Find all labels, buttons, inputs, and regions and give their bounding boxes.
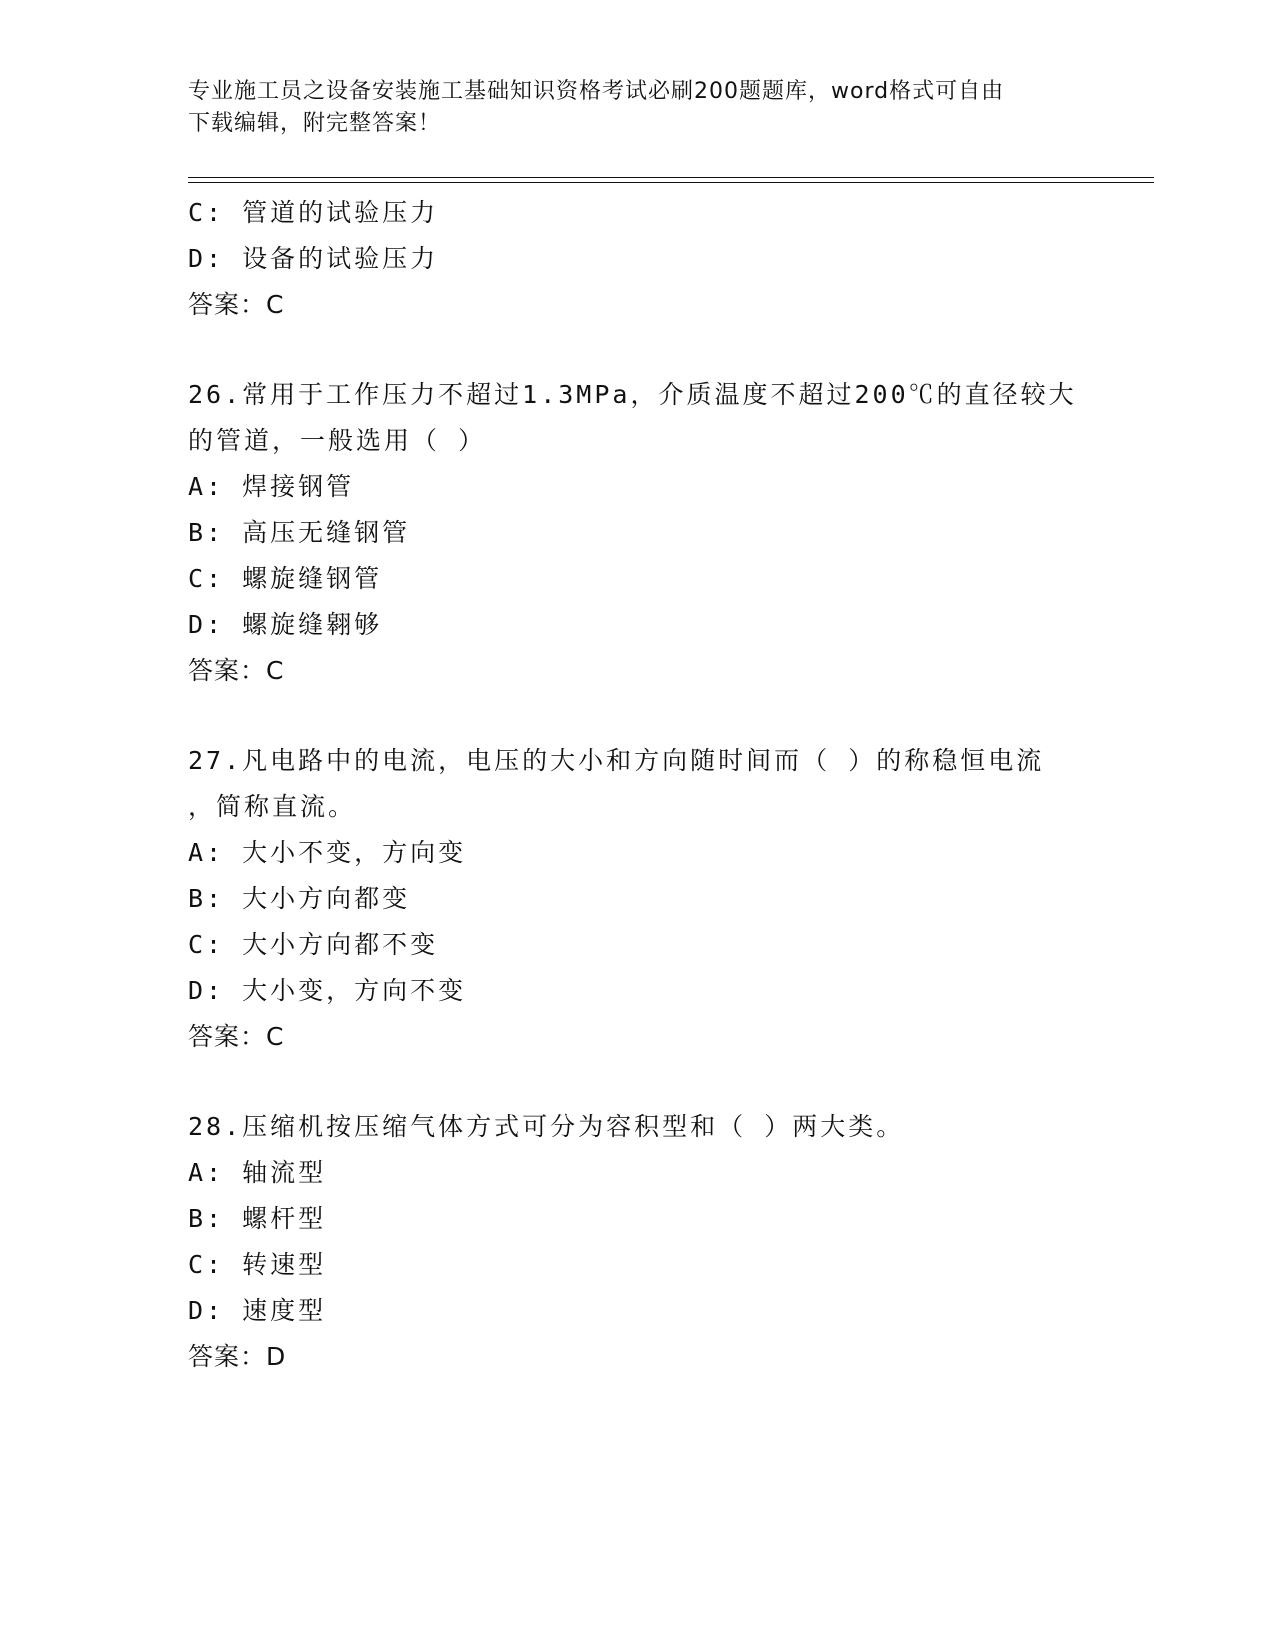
question-text: 28.压缩机按压缩气体方式可分为容积型和（ ）两大类。 bbox=[188, 1112, 905, 1141]
question-block-26 bbox=[188, 372, 1088, 694]
question-list bbox=[188, 190, 1088, 1380]
page-header bbox=[188, 76, 1068, 140]
answer-line: 答案：C bbox=[188, 290, 285, 319]
question-block-28 bbox=[188, 1104, 1088, 1380]
option-b: B: 高压无缝钢管 bbox=[188, 518, 411, 547]
question-text-continued: 的管道，一般选用（ ） bbox=[188, 426, 487, 455]
question-block-27 bbox=[188, 738, 1088, 1060]
header-line-1: 专业施工员之设备安装施工基础知识资格考试必刷200题题库，word格式可自由 bbox=[188, 79, 1005, 104]
option-a: A: 轴流型 bbox=[188, 1158, 327, 1187]
answer-line: 答案：D bbox=[188, 1342, 287, 1371]
option-c: C: 管道的试验压力 bbox=[188, 198, 439, 227]
option-a: A: 大小不变，方向变 bbox=[188, 838, 467, 867]
option-d: D: 大小变，方向不变 bbox=[188, 976, 467, 1005]
option-d: D: 螺旋缝翱够 bbox=[188, 610, 383, 639]
header-rule-top bbox=[188, 177, 1154, 178]
question-text-continued: ，简称直流。 bbox=[188, 792, 357, 821]
answer-line: 答案：C bbox=[188, 656, 285, 685]
question-block-25 bbox=[188, 190, 1088, 328]
answer-line: 答案：C bbox=[188, 1022, 285, 1051]
option-c: C: 螺旋缝钢管 bbox=[188, 564, 383, 593]
option-d: D: 速度型 bbox=[188, 1296, 327, 1325]
option-a: A: 焊接钢管 bbox=[188, 472, 355, 501]
header-rule-bottom bbox=[188, 182, 1154, 183]
option-d: D: 设备的试验压力 bbox=[188, 244, 439, 273]
question-text: 27.凡电路中的电流，电压的大小和方向随时间而（ ）的称稳恒电流 bbox=[188, 746, 1045, 775]
header-line-2: 下载编辑，附完整答案！ bbox=[188, 111, 442, 136]
question-text: 26.常用于工作压力不超过1.3MPa，介质温度不超过200℃的直径较大 bbox=[188, 380, 1077, 409]
option-c: C: 转速型 bbox=[188, 1250, 327, 1279]
option-c: C: 大小方向都不变 bbox=[188, 930, 439, 959]
option-b: B: 大小方向都变 bbox=[188, 884, 411, 913]
option-b: B: 螺杆型 bbox=[188, 1204, 327, 1233]
